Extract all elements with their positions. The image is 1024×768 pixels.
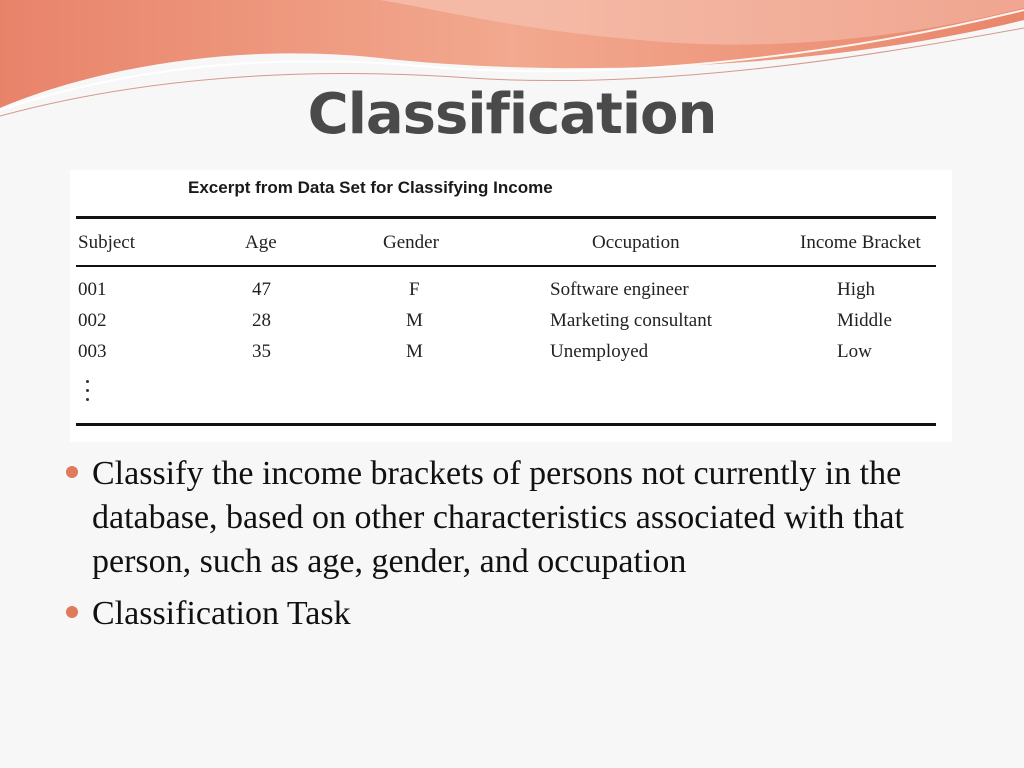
column-header-occupation: Occupation (592, 232, 680, 253)
cell-subject: 001 (78, 279, 107, 300)
bullet-list (64, 452, 964, 644)
cell-income-bracket: Middle (837, 310, 892, 331)
cell-age: 47 (252, 279, 271, 300)
cell-income-bracket: Low (837, 341, 872, 362)
bullet-dot-icon (66, 466, 78, 478)
cell-subject: 003 (78, 341, 107, 362)
column-header-age: Age (245, 232, 277, 253)
cell-gender: F (409, 279, 420, 300)
table-header-rule (76, 265, 936, 267)
table-caption: Excerpt from Data Set for Classifying Income (188, 178, 553, 197)
table-top-rule (76, 216, 936, 219)
slide-title: Classification (307, 82, 717, 147)
column-header-subject: Subject (78, 232, 135, 253)
cell-gender: M (406, 341, 423, 362)
bullet-text: Classification Task (92, 595, 351, 632)
column-header-income-bracket: Income Bracket (800, 232, 921, 253)
bullet-text: Classify the income brackets of persons not currently in the database, based on other characteristics associated with that person, such as age, gender, and occupation (92, 455, 904, 580)
bullet-dot-icon (66, 606, 78, 618)
cell-occupation: Unemployed (550, 341, 649, 362)
column-header-gender: Gender (383, 232, 439, 253)
cell-occupation: Software engineer (550, 279, 689, 300)
cell-age: 28 (252, 310, 271, 331)
bullet-item (64, 452, 964, 584)
data-table-figure (70, 170, 952, 442)
table-bottom-rule (76, 423, 936, 426)
cell-occupation: Marketing consultant (550, 310, 712, 331)
cell-age: 35 (252, 341, 271, 362)
cell-subject: 002 (78, 310, 107, 331)
vertical-ellipsis-icon (86, 380, 92, 401)
cell-gender: M (406, 310, 423, 331)
cell-income-bracket: High (837, 279, 875, 300)
bullet-item (64, 592, 964, 636)
